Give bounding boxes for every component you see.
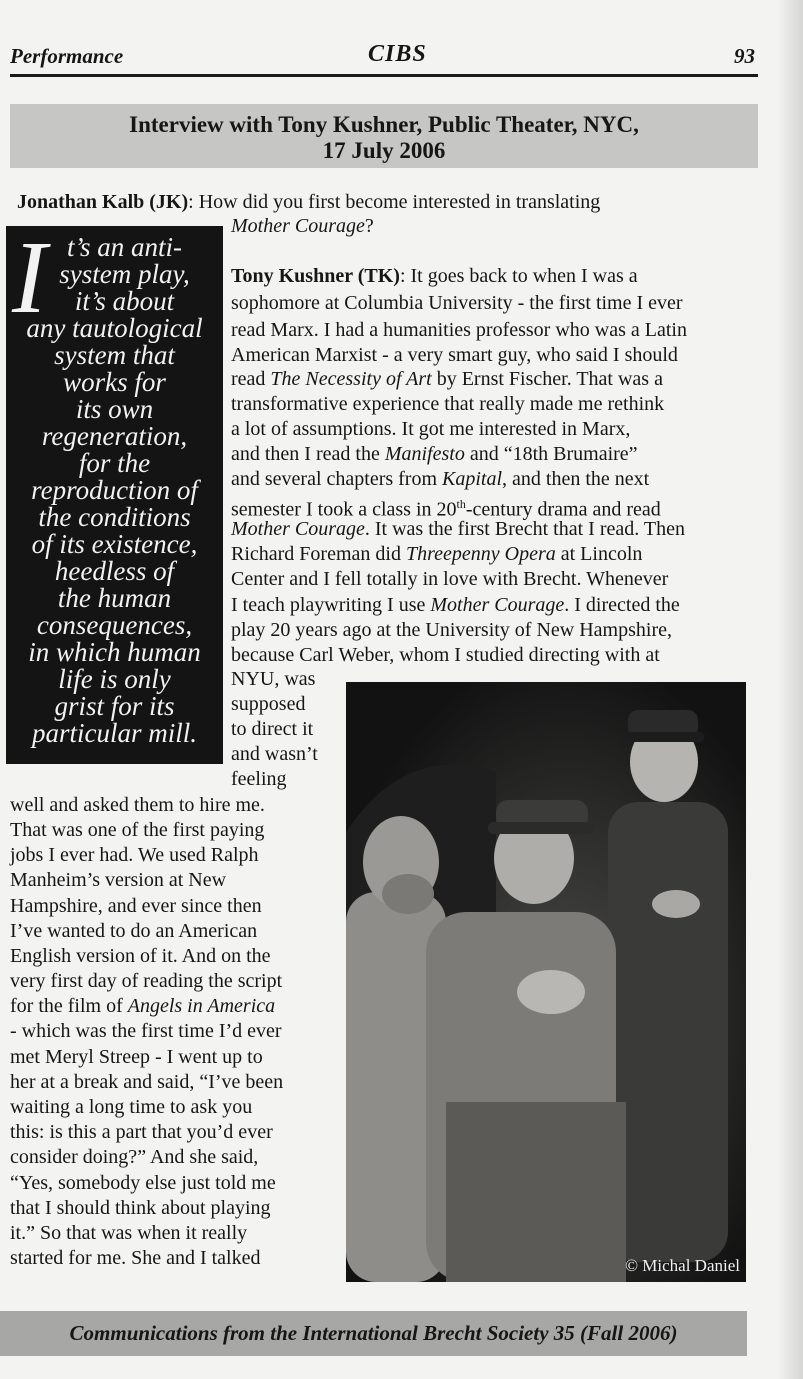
pull-quote-line: any tautological (26, 313, 203, 343)
pull-quote-line: heedless of (54, 556, 175, 586)
photo-credit: © Michal Daniel (625, 1256, 740, 1275)
answer-line: feeling (231, 768, 287, 790)
answer-line: That was one of the first paying (10, 819, 265, 841)
pull-quote-line: for the (78, 448, 151, 478)
answer-line: “Yes, somebody else just told me (10, 1172, 276, 1194)
answer-line: jobs I ever had. We used Ralph (10, 844, 259, 866)
pull-quote-line: works for (63, 367, 166, 397)
answer-line: a lot of assumptions. It got me interested in Marx, (231, 418, 631, 440)
answer-speaker: Tony Kushner (TK) (231, 265, 400, 287)
answer-line: - which was the first time I’d ever (10, 1020, 282, 1042)
pull-quote-line: system that (54, 340, 175, 370)
answer-line: consider doing?” And she said, (10, 1146, 259, 1168)
page-edge-shadow (777, 0, 803, 1379)
journal-name: CIBS (368, 41, 427, 67)
play-title: Mother Courage (430, 594, 565, 616)
pull-quote-line: it’s about (74, 286, 175, 316)
answer-line: started for me. She and I talked (10, 1247, 261, 1269)
answer-line: I’ve wanted to do an American (10, 920, 258, 942)
answer-line: Tony Kushner (TK): It goes back to when I was a (231, 265, 638, 287)
answer-line: Richard Foreman did Threepenny Opera at Lincoln (231, 543, 643, 565)
pull-quote-line: in which human (28, 637, 201, 667)
answer-line: well and asked them to hire me. (10, 794, 265, 816)
book-title: Kapital (442, 468, 503, 490)
answer-line: because Carl Weber, whom I studied directing with at (231, 644, 660, 666)
pull-quote (6, 220, 223, 764)
page-number: 93 (734, 44, 755, 68)
footer-citation: Communications from the International Brecht Society 35 (Fall 2006) (69, 1321, 678, 1345)
answer-line: Hampshire, and ever since then (10, 895, 262, 917)
answer-line: read Marx. I had a humanities professor who was a Latin (231, 319, 687, 341)
pull-quote-line: reproduction of (31, 475, 198, 505)
answer-line: I teach playwriting I use Mother Courage. I directed the (231, 594, 680, 616)
answer-line: for the film of Angels in America (10, 995, 276, 1017)
question-title-ref: Mother Courage (231, 215, 365, 237)
play-title: Mother Courage (231, 518, 365, 540)
question-line-1 (17, 190, 600, 214)
answer-line: NYU, was (231, 668, 316, 690)
answer-line: read The Necessity of Art by Ernst Fischer. That was a (231, 368, 663, 390)
book-title: Manifesto (384, 443, 465, 465)
answer-line: Center and I fell totally in love with Brecht. Whenever (231, 568, 669, 590)
book-title: The Necessity of Art (270, 368, 432, 390)
answer-line: this: is this a part that you’d ever (10, 1121, 273, 1143)
answer-line: to direct it (231, 718, 314, 740)
article-title-line-1: Interview with Tony Kushner, Public Theater, NYC, (129, 112, 639, 137)
pull-quote-line: of its existence, (31, 529, 198, 559)
pull-quote-line: the conditions (38, 502, 191, 532)
article-title-box (10, 104, 758, 168)
play-title: Threepenny Opera (405, 543, 556, 565)
answer-line: supposed (231, 693, 306, 715)
pull-quote-line: its own (75, 394, 154, 424)
footer-band (0, 1311, 747, 1356)
answer-line: met Meryl Streep - I went up to (10, 1046, 263, 1068)
answer-line: play 20 years ago at the University of New Hampshire, (231, 619, 672, 641)
production-photo (346, 682, 746, 1282)
photo-illustration (346, 682, 746, 1282)
pull-quote-line: grist for its (54, 691, 175, 721)
answer-line: waiting a long time to ask you (10, 1096, 253, 1118)
answer-line: and several chapters from Kapital, and then the next (231, 468, 650, 490)
film-title: Angels in America (127, 995, 276, 1017)
pull-quote-line: regeneration, (41, 421, 188, 451)
answer-line: English version of it. And on the (10, 945, 271, 967)
answer-line: and wasn’t (231, 743, 318, 765)
header-rule (10, 74, 758, 77)
answer-line: Mother Courage. It was the first Brecht that I read. Then (231, 518, 685, 540)
answer-line: and then I read the Manifesto and “18th Brumaire” (231, 443, 638, 465)
pull-quote-line: consequences, (36, 610, 193, 640)
answer-line: American Marxist - a very smart guy, who said I should (231, 344, 678, 366)
answer-line: that I should think about playing (10, 1197, 271, 1219)
answer-line: it.” So that was when it really (10, 1222, 248, 1244)
pull-quote-line: system play, (59, 259, 190, 289)
question-text: : How did you first become interested in translating (188, 191, 601, 213)
pull-quote-dropcap: I (12, 220, 47, 335)
section-label: Performance (10, 44, 124, 68)
answer-line: semester I took a class in 20th-century drama and read (231, 497, 661, 521)
answer-line: Manheim’s version at New (10, 869, 227, 891)
answer-line: her at a break and said, “I’ve been (10, 1071, 284, 1093)
answer-line: sophomore at Columbia University - the first time I ever (231, 292, 683, 314)
pull-quote-line: the human (57, 583, 172, 613)
pull-quote-line: t’s an anti- (66, 232, 182, 262)
question-line-2: Mother Courage? (231, 215, 374, 237)
pull-quote-line: particular mill. (31, 718, 197, 748)
question-speaker: Jonathan Kalb (JK) (17, 191, 189, 213)
answer-line: very first day of reading the script (10, 970, 283, 992)
answer-line: transformative experience that really made me rethink (231, 393, 665, 415)
article-title-line-2: 17 July 2006 (322, 138, 446, 163)
pull-quote-line: life is only (58, 664, 171, 694)
